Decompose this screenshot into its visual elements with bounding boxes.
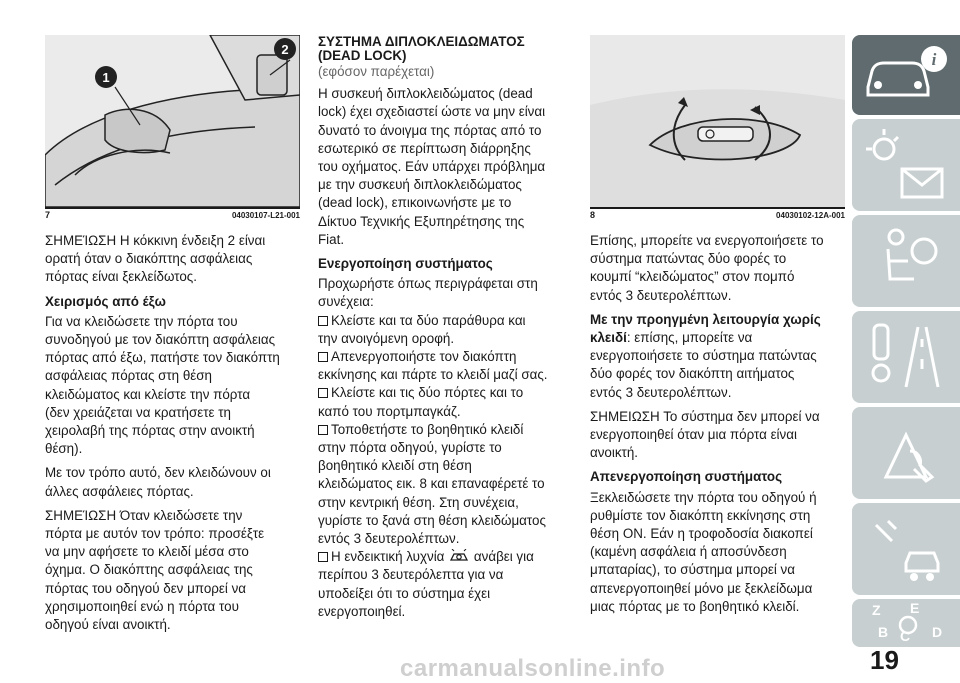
line: Κλείστε και τα δύο παράθυρα και bbox=[331, 312, 526, 328]
line: με την συσκευή διπλοκλειδώματος bbox=[318, 177, 522, 193]
line: όχημα. Ο διακόπτης ασφάλειας της bbox=[45, 562, 253, 578]
line: χειρολαβή της πόρτας στην ανοικτή bbox=[45, 423, 255, 439]
line: μπαταρίας), το σύστημα μπορεί να bbox=[590, 562, 795, 578]
figure-7-rule bbox=[45, 207, 300, 209]
key-lock-figure bbox=[590, 35, 845, 207]
svg-text:Z: Z bbox=[872, 602, 881, 618]
key-road-icon bbox=[852, 311, 960, 403]
line: πόρτας από έξω, πατήστε τον διακόπτη bbox=[45, 350, 280, 366]
figure-8-reference: 04030102-12A-001 bbox=[776, 211, 845, 220]
line: κουμπί “κλειδώματος” στον πομπό bbox=[590, 269, 795, 285]
checkbox-bullet-icon bbox=[318, 388, 328, 398]
checkbox-bullet-icon bbox=[318, 552, 328, 562]
wrench-car-icon bbox=[852, 503, 960, 595]
checkbox-bullet-icon bbox=[318, 316, 328, 326]
line: ρυθμίστε τον διακόπτη εκκίνησης στη bbox=[590, 507, 811, 523]
line: Η συσκευή διπλοκλειδώματος (dead bbox=[318, 86, 533, 102]
line: : επίσης, μπορείτε να bbox=[626, 330, 753, 346]
note-door-open bbox=[590, 408, 848, 463]
line: οδηγού είναι ανοικτή. bbox=[45, 617, 171, 633]
line: ΣΥΣΤΗΜΑ ΔΙΠΛΟΚΛΕΙΔΩΜΑΤΟΣ bbox=[318, 34, 525, 49]
line: δύο φορές τον διακόπτη αιτήματος bbox=[590, 366, 795, 382]
line: εντός 3 δευτερολέπτων. bbox=[590, 287, 732, 303]
warning-triangle-icon bbox=[852, 407, 960, 499]
line: πόρτας του οδηγού δεν μπορεί να bbox=[45, 580, 247, 596]
line: καπό του πορτμπαγκάζ. bbox=[318, 403, 461, 419]
svg-text:D: D bbox=[932, 624, 943, 640]
line: ενεργοποιηθεί. bbox=[318, 603, 406, 619]
column-2-text bbox=[318, 35, 580, 621]
line: συνέχεια: bbox=[318, 294, 374, 310]
watermark: carmanualsonline.info bbox=[400, 655, 666, 682]
step-3 bbox=[318, 384, 580, 420]
line: Fiat. bbox=[318, 231, 345, 247]
heading-activation: Ενεργοποίηση συστήματος bbox=[318, 256, 493, 272]
figure-7-reference: 04030107-L21-001 bbox=[231, 211, 300, 220]
line: ΣΗΜΕΊΩΣΗ Όταν κλειδώσετε την bbox=[45, 507, 243, 523]
svg-text:E: E bbox=[910, 600, 920, 616]
heading-outside-operation: Χειρισμός από έξω bbox=[45, 293, 166, 309]
line: Προχωρήστε όπως περιγράφεται στη bbox=[318, 276, 538, 292]
callout-1: 1 bbox=[102, 70, 110, 85]
line: ΣΗΜΕΙΩΣΗ Το σύστημα δεν μπορεί να bbox=[590, 408, 820, 424]
line: θέση ON. Εάν η τροφοδοσία διακοπεί bbox=[590, 526, 813, 542]
line: ανάβει για bbox=[473, 549, 534, 565]
lights-envelope-icon bbox=[852, 119, 960, 211]
line: γυρίστε το ξανά στη θέση κλειδώματος bbox=[318, 512, 546, 528]
paragraph-outside-locking bbox=[45, 313, 303, 459]
paragraph-procedure-intro bbox=[318, 275, 580, 311]
paragraph-smart-entry bbox=[590, 311, 848, 402]
line: ορατή όταν ο διακόπτης ασφάλειας bbox=[45, 251, 253, 267]
line: στην πόρτα οδηγού, γυρίστε το bbox=[318, 440, 502, 456]
line: την ανοιγόμενη οροφή. bbox=[318, 330, 455, 346]
line: Με τον τρόπο αυτό, δεν κλειδώνουν οι bbox=[45, 465, 271, 481]
line: σύστημα πατώντας δύο φορές το bbox=[590, 251, 787, 267]
line: (καμένη ασφάλεια ή αποσύνδεση bbox=[590, 544, 787, 560]
line: κλειδώματος εικ. 8 και επαναφέρετέ το bbox=[318, 476, 545, 492]
line: Απενεργοποιήστε τον διακόπτη bbox=[331, 349, 517, 365]
line: Επίσης, μπορείτε να ενεργοποιήσετε το bbox=[590, 233, 824, 248]
info-icon: i bbox=[931, 50, 937, 69]
line: κλειδώματος και κλείστε την πόρτα bbox=[45, 386, 251, 402]
svg-text:B: B bbox=[878, 624, 889, 640]
section-subtitle: (εφόσον παρέχεται) bbox=[318, 64, 435, 79]
section-title bbox=[318, 35, 580, 63]
line: περίπου 3 δευτερόλεπτα για να bbox=[318, 567, 504, 583]
checkbox-bullet-icon bbox=[318, 352, 328, 362]
chapter-tabs bbox=[852, 35, 960, 647]
line: άλλες ασφάλειες πόρτας. bbox=[45, 483, 194, 499]
line: Ξεκλειδώσετε την πόρτα του οδηγού ή bbox=[590, 489, 817, 505]
line: χρησιμοποιηθεί ενώ η πόρτα του bbox=[45, 598, 239, 614]
line: εντός 3 δευτερολέπτων. bbox=[318, 531, 460, 547]
car-info-icon bbox=[852, 35, 960, 115]
tab-index[interactable] bbox=[852, 599, 960, 647]
tab-maintenance[interactable] bbox=[852, 503, 960, 595]
line: κλειδί bbox=[590, 330, 627, 346]
line: πόρτα με αυτόν τον τρόπο: προσέξτε bbox=[45, 526, 265, 542]
note-red-indicator bbox=[45, 232, 303, 287]
line: Με την προηγμένη λειτουργία χωρίς bbox=[590, 311, 821, 327]
line: ασφάλειας πόρτας στη θέση bbox=[45, 368, 212, 384]
line: ενεργοποιηθεί όταν μια πόρτα είναι bbox=[590, 427, 797, 443]
line: δυνατό το άνοιγμα της πόρτας από το bbox=[318, 122, 542, 138]
line: εσωτερικό σε περίπτωση διάρρηξης bbox=[318, 140, 531, 156]
line: εντός 3 δευτερολέπτων. bbox=[590, 384, 732, 400]
line: να μην αφήσετε το κλειδί μέσα στο bbox=[45, 544, 249, 560]
checkbox-bullet-icon bbox=[318, 425, 328, 435]
seat-airbag-icon bbox=[852, 215, 960, 307]
line: Δίκτυο Τεχνικής Εξυπηρέτησης της bbox=[318, 213, 525, 229]
step-5 bbox=[318, 548, 580, 621]
step-2 bbox=[318, 348, 580, 384]
paragraph-transmitter bbox=[590, 232, 848, 305]
line: στην κεντρική θέση. Στη συνέχεια, bbox=[318, 494, 519, 510]
door-switch-figure bbox=[45, 35, 300, 207]
svg-text:C: C bbox=[900, 628, 911, 644]
paragraph-other-locks bbox=[45, 464, 303, 500]
line: Η ενδεικτική λυχνία bbox=[331, 549, 445, 565]
column-1-text bbox=[45, 232, 303, 640]
alphabet-index-icon bbox=[852, 599, 960, 647]
line: (DEAD LOCK) bbox=[318, 48, 407, 63]
figure-7-number: 7 bbox=[45, 210, 51, 220]
line: μιας πόρτας με το βοηθητικό κλειδί. bbox=[590, 598, 800, 614]
line: Τοποθετήστε το βοηθητικό κλειδί bbox=[331, 421, 524, 437]
paragraph-deadlock-intro bbox=[318, 85, 580, 249]
line: ανοικτή. bbox=[590, 445, 639, 461]
line: (δεν χρειάζεται να κρατήσετε τη bbox=[45, 404, 231, 420]
line: lock) έχει σχεδιαστεί ώστε να μην είναι bbox=[318, 104, 546, 120]
paragraph-deactivation bbox=[590, 489, 848, 616]
tab-starting[interactable] bbox=[852, 311, 960, 403]
line: εκκίνησης και πάρτε το κλειδί μαζί σας. bbox=[318, 367, 548, 383]
tab-dashboard[interactable] bbox=[852, 119, 960, 211]
line: υποδείξει ότι το σύστημα έχει bbox=[318, 585, 491, 601]
tab-emergency[interactable] bbox=[852, 407, 960, 499]
step-1 bbox=[318, 312, 580, 348]
line: ΣΗΜΕΊΩΣΗ Η κόκκινη ένδειξη 2 είναι bbox=[45, 233, 266, 248]
line: (dead lock), επικοινωνήστε με το bbox=[318, 195, 512, 211]
tab-safety[interactable] bbox=[852, 215, 960, 307]
line: θέση). bbox=[45, 441, 83, 457]
line: του οχήματος. Εάν υπάρχει πρόβλημα bbox=[318, 159, 546, 175]
line: ενεργοποιήσετε το σύστημα πατώντας bbox=[590, 348, 817, 364]
line: πόρτας είναι ξεκλείδωτος. bbox=[45, 269, 197, 285]
heading-deactivation: Απενεργοποίηση συστήματος bbox=[590, 469, 783, 485]
line: Κλείστε και τις δύο πόρτες και το bbox=[331, 385, 524, 401]
line: Για να κλειδώσετε την πόρτα του bbox=[45, 313, 238, 329]
line: βοηθητικό κλειδί στη θέση bbox=[318, 458, 472, 474]
figure-8-rule bbox=[590, 207, 845, 209]
note-key-inside bbox=[45, 507, 303, 634]
step-4 bbox=[318, 421, 580, 548]
line: συνοδηγού με τον διακόπτη ασφάλειας bbox=[45, 332, 276, 348]
callout-2: 2 bbox=[281, 42, 289, 57]
line: απενεργοποιηθεί μόνο με ξεκλείδωμα bbox=[590, 580, 813, 596]
tab-vehicle-info[interactable] bbox=[852, 35, 960, 115]
figure-8-number: 8 bbox=[590, 210, 596, 220]
column-3-text bbox=[590, 232, 848, 622]
security-light-icon bbox=[448, 549, 470, 563]
page-number: 19 bbox=[870, 645, 899, 675]
